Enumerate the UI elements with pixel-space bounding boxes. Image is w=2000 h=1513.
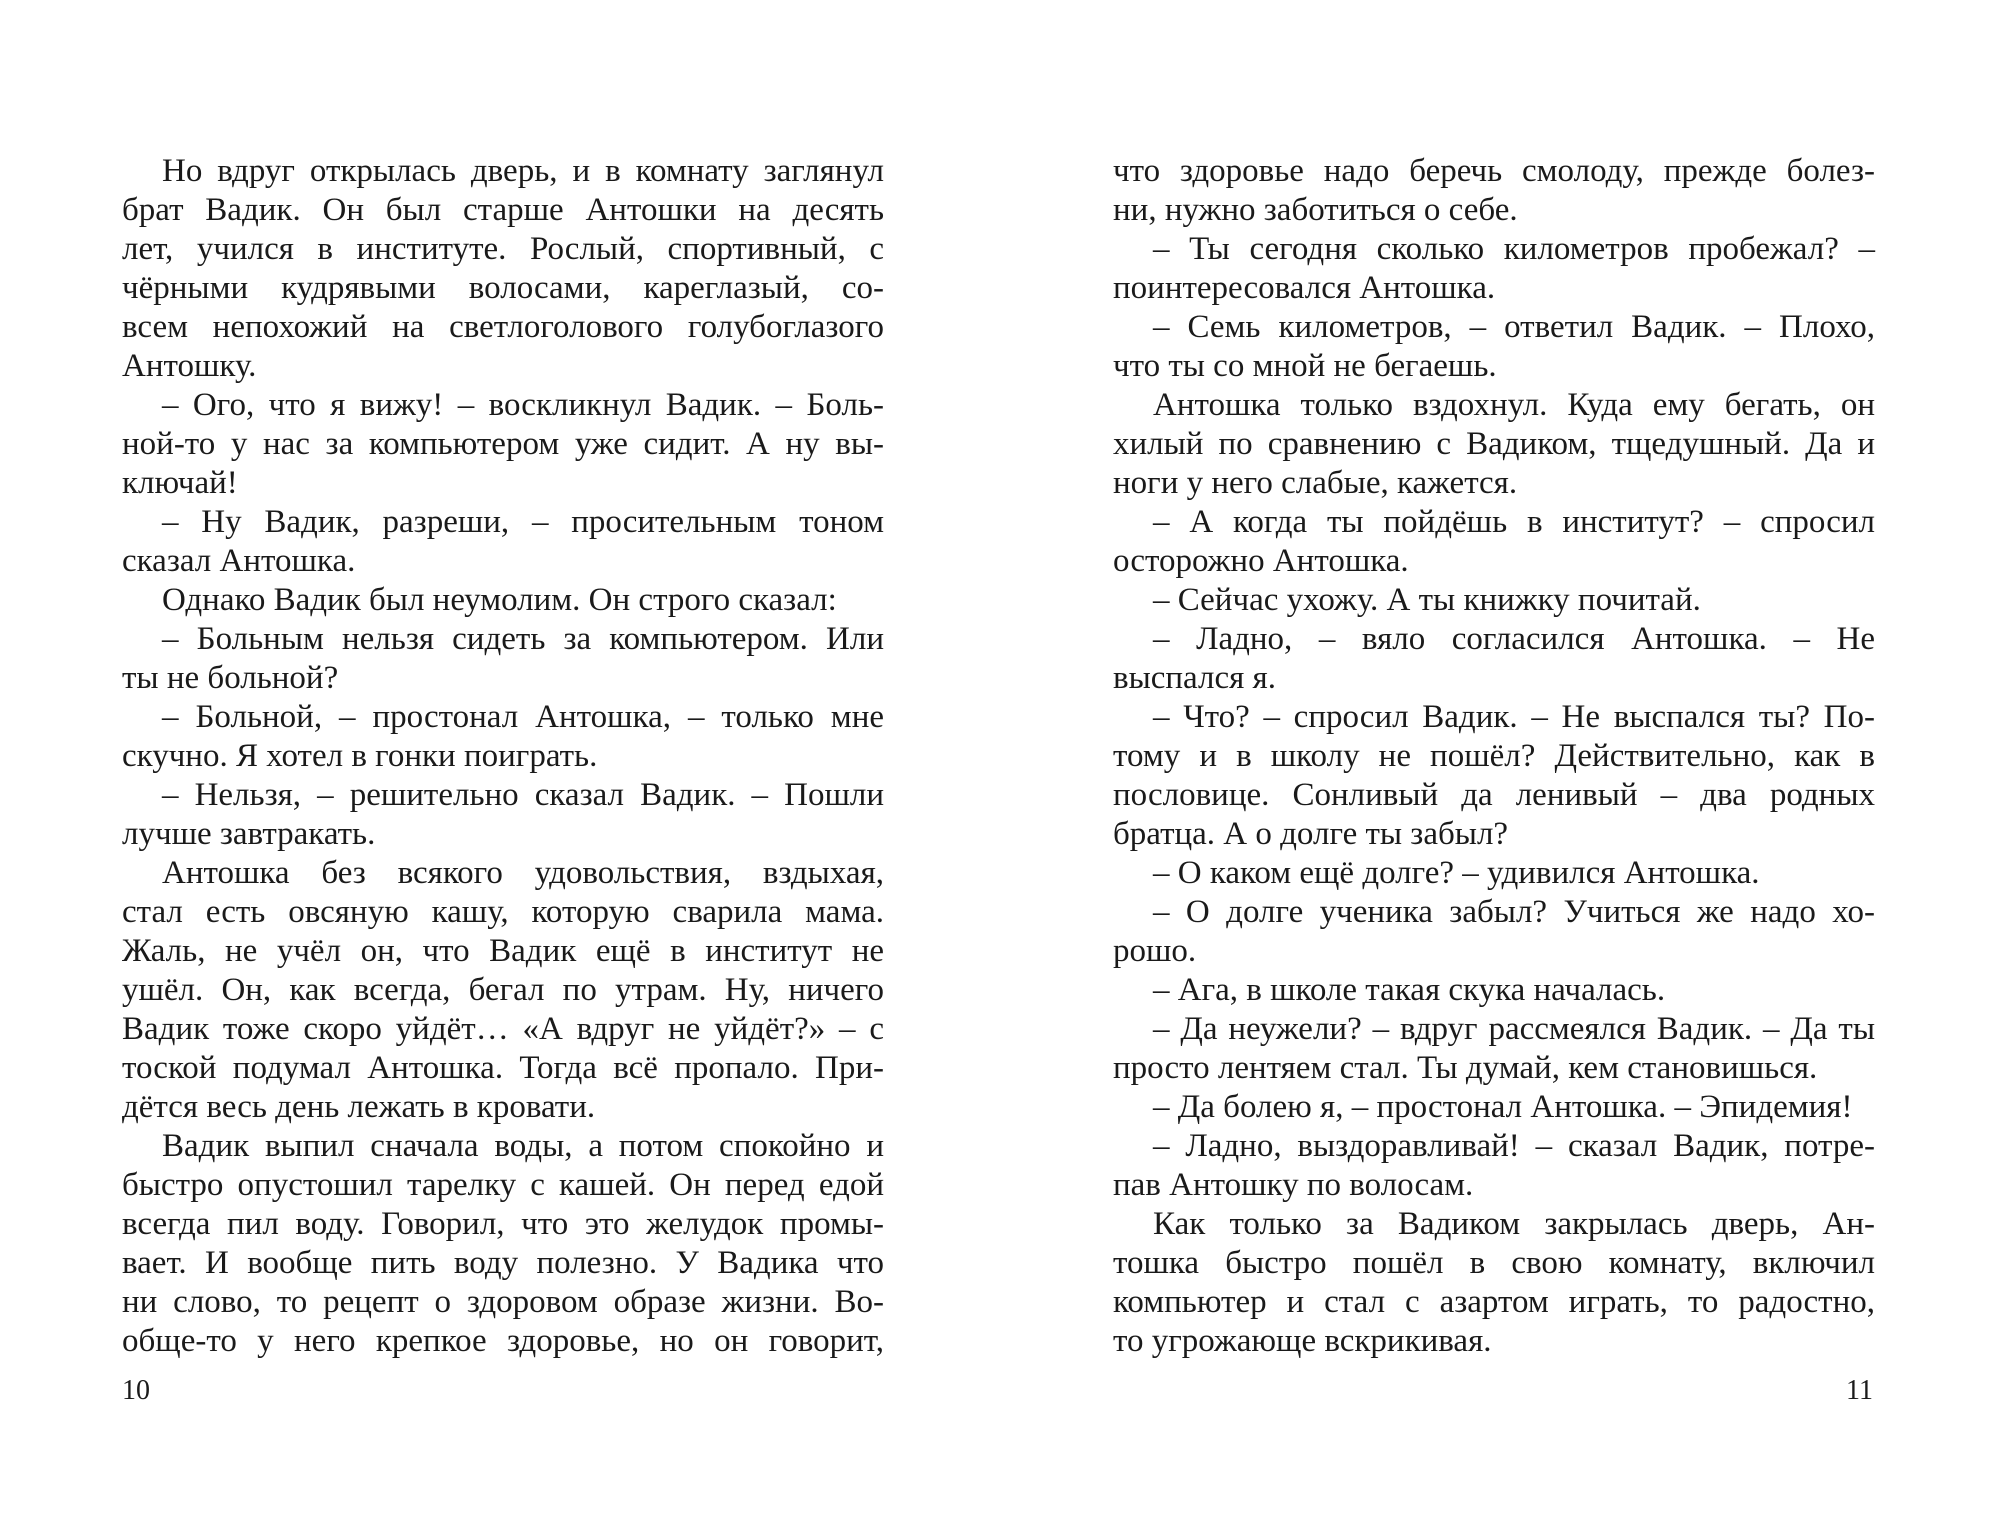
left-page (122, 152, 884, 1361)
text-line: вает. И вообще пить воду полезно. У Вадика что (122, 1245, 884, 1281)
text-line: – А когда ты пойдёшь в институт? – спросил (1153, 504, 1875, 540)
text-line: быстро опустошил тарелку с кашей. Он перед едой (122, 1167, 884, 1203)
text-line: – Больной, – простонал Антошка, – только мне (162, 699, 884, 735)
text-line: осторожно Антошка. (1113, 543, 1409, 579)
text-line: – О каком ещё долге? – удивился Антошка. (1153, 855, 1760, 891)
text-line: Как только за Вадиком закрылась дверь, Ан- (1153, 1206, 1875, 1242)
text-line: Жаль, не учёл он, что Вадик ещё в институт не (122, 933, 884, 969)
text-line: всегда пил воду. Говорил, что это желудок промы- (122, 1206, 884, 1242)
text-line: – Да болею я, – простонал Антошка. – Эпидемия! (1153, 1089, 1853, 1125)
text-line: что ты со мной не бегаешь. (1113, 348, 1497, 384)
text-line: – Ну Вадик, разреши, – просительным тоном (162, 504, 884, 540)
text-line: стал есть овсяную кашу, которую сварила мама. (122, 894, 884, 930)
text-line: лучше завтракать. (122, 816, 376, 852)
text-line: – Что? – спросил Вадик. – Не выспался ты? По- (1153, 699, 1875, 735)
text-line: пословице. Сонливый да ленивый – два родных (1113, 777, 1875, 813)
text-line: Антошку. (122, 348, 257, 384)
text-line: – Ого, что я вижу! – воскликнул Вадик. – Боль- (162, 387, 884, 423)
text-line: рошо. (1113, 933, 1197, 969)
text-line: компьютер и стал с азартом играть, то радостно, (1113, 1284, 1875, 1320)
text-line: брат Вадик. Он был старше Антошки на десять (122, 192, 884, 228)
text-line: ушёл. Он, как всегда, бегал по утрам. Ну, ничего (122, 972, 884, 1008)
text-line: чёрными кудрявыми волосами, кареглазый, со- (122, 270, 884, 306)
page-number-left: 10 (122, 1375, 150, 1406)
text-line: дётся весь день лежать в кровати. (122, 1089, 596, 1125)
text-line: выспался я. (1113, 660, 1276, 696)
text-line: Но вдруг открылась дверь, и в комнату заглянул (162, 153, 884, 189)
text-line: скучно. Я хотел в гонки поиграть. (122, 738, 598, 774)
text-line: то угрожающе вскрикивая. (1113, 1323, 1492, 1359)
text-line: ни, нужно заботиться о себе. (1113, 192, 1518, 228)
text-line: тоской подумал Антошка. Тогда всё пропало. При- (122, 1050, 884, 1086)
text-line: обще-то у него крепкое здоровье, но он говорит, (122, 1323, 884, 1359)
text-line: пав Антошку по волосам. (1113, 1167, 1474, 1203)
text-line: ключай! (122, 465, 238, 501)
text-line: что здоровье надо беречь смолоду, прежде болез- (1113, 153, 1875, 189)
text-line: – Нельзя, – решительно сказал Вадик. – Пошли (162, 777, 884, 813)
text-line: – Ты сегодня сколько километров пробежал? – (1153, 231, 1875, 267)
text-line: – Да неужели? – вдруг рассмеялся Вадик. – Да ты (1153, 1011, 1875, 1047)
text-line: Однако Вадик был неумолим. Он строго сказал: (162, 582, 837, 618)
text-line: Антошка только вздохнул. Куда ему бегать, он (1153, 387, 1875, 423)
text-line: – О долге ученика забыл? Учиться же надо хо- (1153, 894, 1875, 930)
text-line: тошка быстро пошёл в свою комнату, включил (1113, 1245, 1875, 1281)
text-line: – Ладно, – вяло согласился Антошка. – Не (1153, 621, 1875, 657)
text-line: хилый по сравнению с Вадиком, тщедушный. Да и (1113, 426, 1875, 462)
text-line: – Больным нельзя сидеть за компьютером. Или (162, 621, 884, 657)
text-line: ной-то у нас за компьютером уже сидит. А ну вы- (122, 426, 884, 462)
text-line: ты не больной? (122, 660, 339, 696)
text-line: лет, учился в институте. Рослый, спортивный, с (122, 231, 884, 267)
text-line: просто лентяем стал. Ты думай, кем становишься. (1113, 1050, 1818, 1086)
text-line: – Ага, в школе такая скука началась. (1153, 972, 1666, 1008)
text-line: – Семь километров, – ответил Вадик. – Плохо, (1153, 309, 1875, 345)
text-line: всем непохожий на светлоголового голубоглазого (122, 309, 884, 345)
text-line: Антошка без всякого удовольствия, вздыхая, (162, 855, 884, 891)
text-line: – Ладно, выздоравливай! – сказал Вадик, потре- (1153, 1128, 1875, 1164)
text-line: ни слово, то рецепт о здоровом образе жизни. Во- (122, 1284, 884, 1320)
text-line: – Сейчас ухожу. А ты книжку почитай. (1153, 582, 1701, 618)
text-line: Вадик выпил сначала воды, а потом спокойно и (162, 1128, 884, 1164)
page-number-right: 11 (1846, 1375, 1873, 1406)
right-page (1113, 152, 1875, 1361)
text-line: тому и в школу не пошёл? Действительно, как в (1113, 738, 1875, 774)
text-line: братца. А о долге ты забыл? (1113, 816, 1509, 852)
text-line: сказал Антошка. (122, 543, 356, 579)
text-line: Вадик тоже скоро уйдёт… «А вдруг не уйдёт?» – с (122, 1011, 884, 1047)
text-line: поинтересовался Антошка. (1113, 270, 1496, 306)
text-line: ноги у него слабые, кажется. (1113, 465, 1518, 501)
